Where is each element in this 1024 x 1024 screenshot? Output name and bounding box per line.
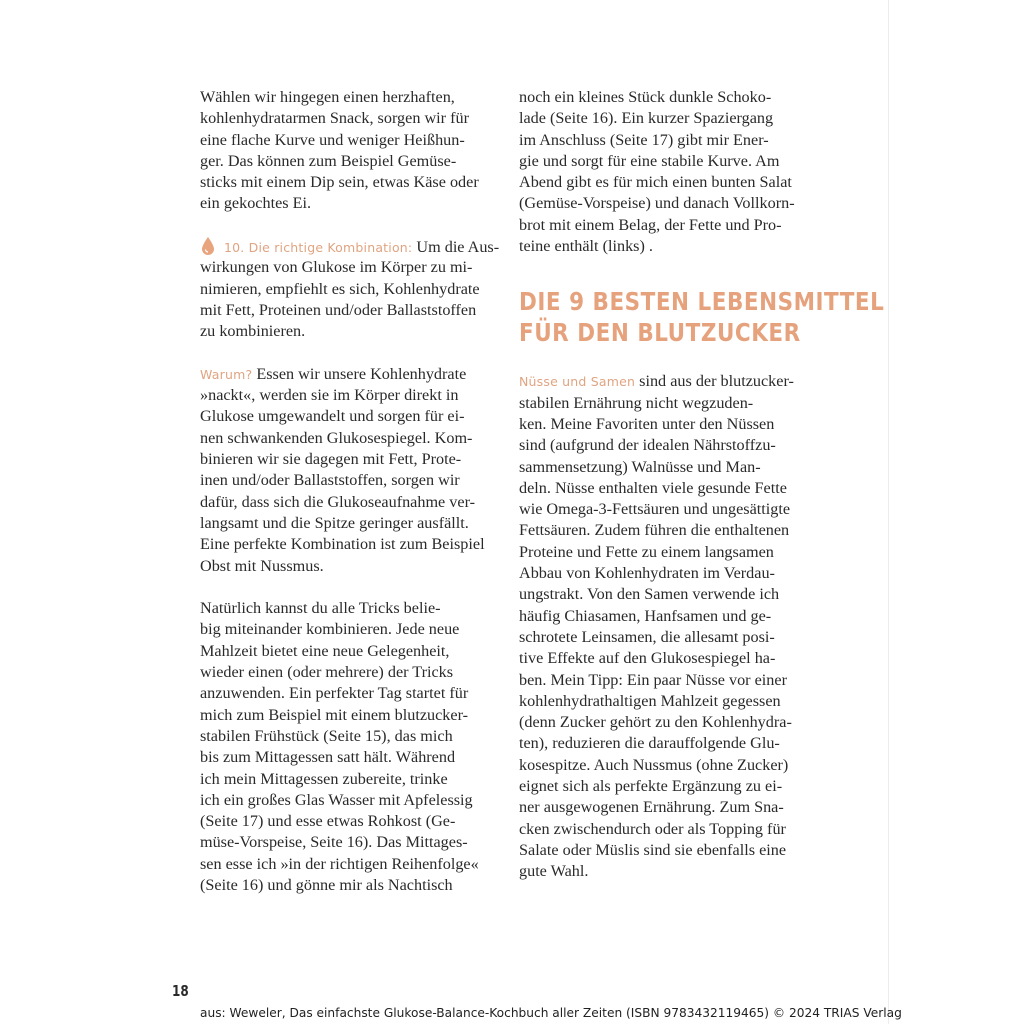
text-line: sammensetzung) Walnüsse und Man-	[519, 457, 761, 476]
text-line: dafür, dass sich die Glukoseaufnahme ver-	[200, 492, 476, 511]
text-line: Abbau von Kohlenhydraten im Verdau-	[519, 564, 775, 583]
left-column	[200, 87, 500, 896]
heading-line-2: FÜR DEN BLUTZUCKER	[519, 318, 801, 348]
text-line: Natürlich kannst du alle Tricks belie-	[200, 599, 441, 618]
text-line: binieren wir sie dagegen mit Fett, Prote-	[200, 450, 462, 469]
nuts-first-line	[519, 371, 815, 392]
text-line: nen schwankenden Glukosespiegel. Kom-	[200, 428, 473, 447]
text-line: gute Wahl.	[519, 862, 589, 881]
tip-label: 10. Die richtige Kombination:	[224, 240, 413, 256]
text-line: zu kombinieren.	[200, 322, 306, 341]
right-column	[519, 87, 885, 883]
text-line: sind (aufgrund der idealen Nährstoffzu-	[519, 436, 776, 455]
text-line: ben. Mein Tipp: Ein paar Nüsse vor einer	[519, 670, 787, 689]
text-line: sticks mit einem Dip sein, etwas Käse oder	[200, 173, 479, 192]
text-line: nimieren, empfiehlt es sich, Kohlenhydrate	[200, 279, 480, 298]
text-line: Abend gibt es für mich einen bunten Salat	[519, 173, 792, 192]
text-line: brot mit einem Belag, der Fette und Pro-	[519, 215, 782, 234]
text-line: Eine perfekte Kombination ist zum Beispiel	[200, 535, 485, 554]
text-line: tive Effekte auf den Glukosespiegel ha-	[519, 649, 776, 668]
text-line: gie und sorgt für eine stabile Kurve. Am	[519, 151, 780, 170]
text-line: ten), reduzieren die darauffolgende Glu-	[519, 734, 780, 753]
text-line: mich zum Beispiel mit einem blutzucker-	[200, 705, 469, 724]
text-line: wieder einen (oder mehrere) der Tricks	[200, 663, 454, 682]
text-line: (Gemüse-Vorspeise) und danach Vollkorn-	[519, 194, 795, 213]
text-line: Mahlzeit bietet eine neue Gelegenheit,	[200, 641, 450, 660]
text-line: müse-Vorspeise, Seite 16). Das Mittages-	[200, 833, 468, 852]
tip-paragraph	[200, 257, 496, 342]
text-line: langsamt und die Spitze geringer ausfällt.	[200, 513, 469, 532]
tip-first-line	[200, 236, 500, 257]
heading-line-1: DIE 9 BESTEN LEBENSMITTEL	[519, 287, 885, 317]
text-line: wie Omega-3-Fettsäuren und ungesättigte	[519, 500, 791, 519]
text-line: wirkungen von Glukose im Körper zu mi-	[200, 258, 473, 277]
text-line: Proteine und Fette zu einem langsamen	[519, 542, 774, 561]
text-line: Glukose umgewandelt und sorgen für ei-	[200, 407, 465, 426]
text-line: kohlenhydratarmen Snack, sorgen wir für	[200, 109, 469, 128]
text-line: »nackt«, werden sie im Körper direkt in	[200, 386, 459, 405]
nuts-paragraph	[519, 393, 815, 883]
paragraph-continued	[519, 87, 815, 257]
text-line: cken zwischendurch oder als Topping für	[519, 819, 786, 838]
text-line: (Seite 17) und esse etwas Rohkost (Ge-	[200, 812, 456, 831]
page-number: 18	[172, 982, 189, 1000]
why-first-line	[200, 364, 496, 385]
tip-text: Um die Aus-	[416, 238, 500, 257]
text-line: ger. Das können zum Beispiel Gemüse-	[200, 151, 457, 170]
text-line: eignet sich als perfekte Ergänzung zu ei-	[519, 777, 783, 796]
text-line: lade (Seite 16). Ein kurzer Spaziergang	[519, 109, 774, 128]
text-line: stabilen Ernährung nicht wegzuden-	[519, 393, 754, 412]
text-line: bis zum Mittagessen satt hält. Während	[200, 748, 456, 767]
text-line: ungstrakt. Von den Samen verwende ich	[519, 585, 780, 604]
text-line: häufig Chiasamen, Hanfsamen und ge-	[519, 606, 772, 625]
drop-icon	[200, 236, 216, 256]
text-line: ein gekochtes Ei.	[200, 194, 312, 213]
text-line: (Seite 16) und gönne mir als Nachtisch	[200, 875, 453, 894]
text-line: Wählen wir hingegen einen herzhaften,	[200, 88, 455, 106]
page-edge	[888, 0, 889, 1024]
paragraph-snack	[200, 87, 496, 215]
text-line: ich ein großes Glas Wasser mit Apfelessig	[200, 790, 473, 809]
paragraph-perfect-day	[200, 598, 496, 896]
nuts-label: Nüsse und Samen	[519, 374, 636, 390]
text-line: ken. Meine Favoriten unter den Nüssen	[519, 414, 775, 433]
text-line: stabilen Frühstück (Seite 15), das mich	[200, 726, 453, 745]
text-line: big miteinander kombinieren. Jede neue	[200, 620, 460, 639]
text-line: kosespitze. Auch Nussmus (ohne Zucker)	[519, 755, 789, 774]
text-line: mit Fett, Proteinen und/oder Ballaststoffen	[200, 300, 477, 319]
nuts-text: sind aus der blutzucker-	[639, 372, 794, 391]
text-line: sen esse ich »in der richtigen Reihenfolge«	[200, 854, 479, 873]
text-line: Salate oder Müslis sind sie ebenfalls eine	[519, 840, 787, 859]
text-line: anzuwenden. Ein perfekter Tag startet für	[200, 684, 469, 703]
text-line: deln. Nüsse enthalten viele gesunde Fette	[519, 478, 787, 497]
footer-credit: aus: Weweler, Das einfachste Glukose-Balance-Kochbuch aller Zeiten (ISBN 9783432119465) © 2024 TRIAS Verlag	[200, 1006, 902, 1020]
text-line: Fettsäuren. Zudem führen die enthaltenen	[519, 521, 790, 540]
text-line: eine flache Kurve und weniger Heißhun-	[200, 130, 465, 149]
section-heading	[519, 286, 885, 348]
text-line: noch ein kleines Stück dunkle Schoko-	[519, 88, 772, 106]
text-line: schrotete Leinsamen, die allesamt posi-	[519, 627, 775, 646]
text-line: teine enthält (links) .	[519, 237, 653, 256]
text-line: ich mein Mittagessen zubereite, trinke	[200, 769, 448, 788]
text-line: (denn Zucker gehört zu den Kohlenhydra-	[519, 713, 792, 732]
text-line: im Anschluss (Seite 17) gibt mir Ener-	[519, 130, 769, 149]
text-line: inen und/oder Ballaststoffen, sorgen wir	[200, 471, 460, 490]
why-paragraph	[200, 385, 496, 577]
text-line: Obst mit Nussmus.	[200, 556, 324, 575]
text-line: kohlenhydrathaltigen Mahlzeit gegessen	[519, 691, 781, 710]
why-text: Essen wir unsere Kohlenhydrate	[256, 364, 467, 383]
why-label: Warum?	[200, 366, 253, 382]
text-line: ner ausgewogenen Ernährung. Zum Sna-	[519, 798, 784, 817]
